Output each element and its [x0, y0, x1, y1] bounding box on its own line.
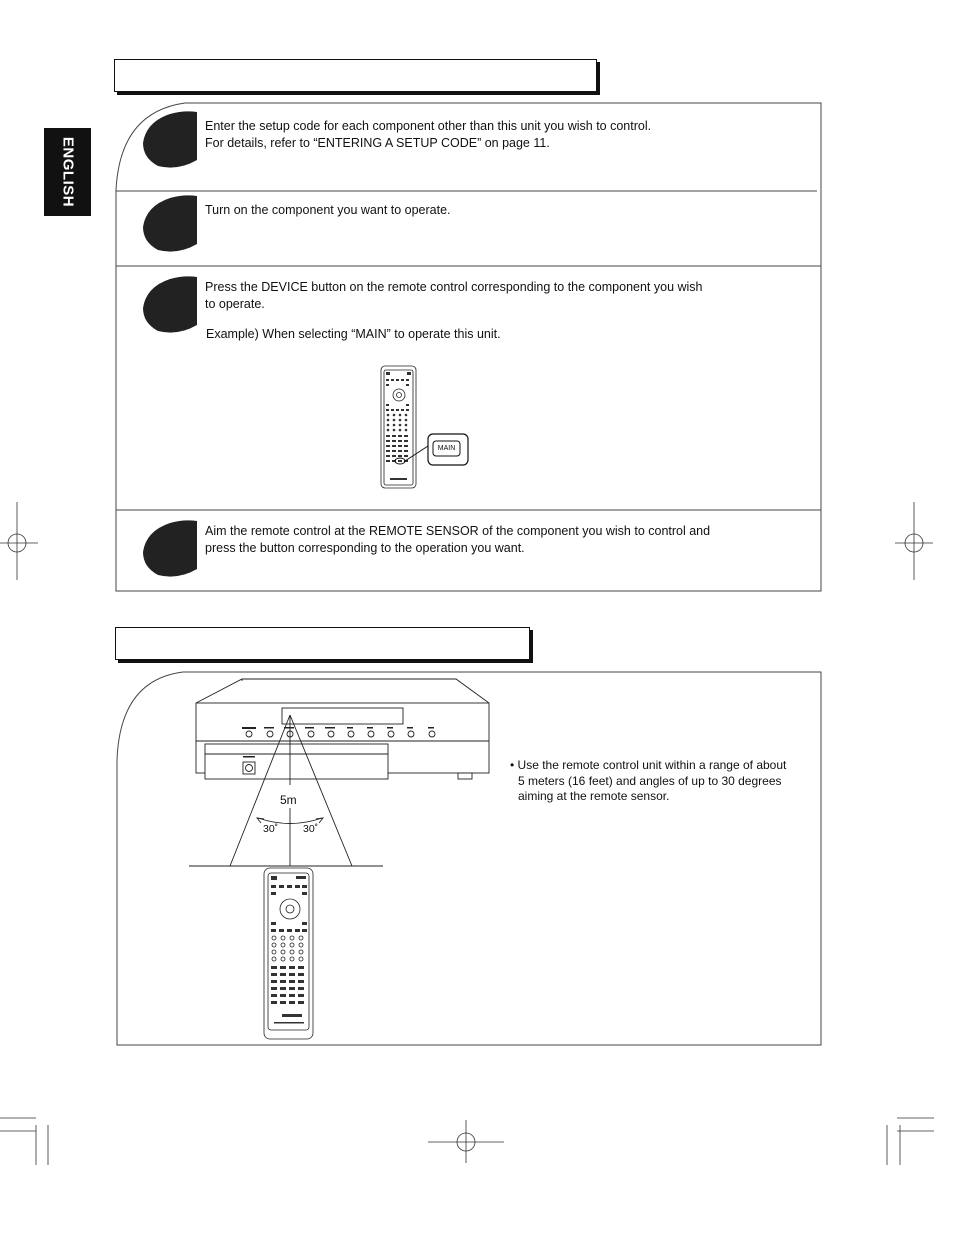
angle-right-label: 30˚: [303, 823, 319, 835]
angle-left-label: 30˚: [263, 823, 279, 835]
step-3-line-1: Press the DEVICE button on the remote control corresponding to the component you wish: [205, 280, 703, 294]
step-1-line-1: Enter the setup code for each component other than this unit you wish to control.: [205, 119, 652, 133]
step-3-example: Example) When selecting “MAIN” to operate this unit.: [206, 327, 501, 341]
large-remote-icon: [264, 868, 313, 1039]
step-2-line-1: Turn on the component you want to operate.: [205, 203, 451, 217]
step-4-line-1: Aim the remote control at the REMOTE SENSOR of the component you wish to control and: [205, 524, 711, 538]
language-label: ENGLISH: [59, 136, 76, 208]
receiver-unit-icon: [196, 679, 489, 779]
step-4-line-2: press the button corresponding to the operation you want.: [205, 540, 525, 555]
range-note-line-2: 5 meters (16 feet) and angles of up to 30 degrees: [518, 773, 782, 788]
range-note: [510, 758, 786, 805]
main-callout-label: MAIN: [437, 445, 456, 452]
range-note-line-1: • Use the remote control unit within a range of about: [510, 758, 787, 772]
range-note-line-3: aiming at the remote sensor.: [518, 789, 670, 803]
distance-label: 5m: [280, 793, 297, 807]
step-1-line-2: For details, refer to “ENTERING A SETUP CODE” on page 11.: [205, 135, 550, 150]
step-3-line-2: to operate.: [205, 296, 265, 311]
